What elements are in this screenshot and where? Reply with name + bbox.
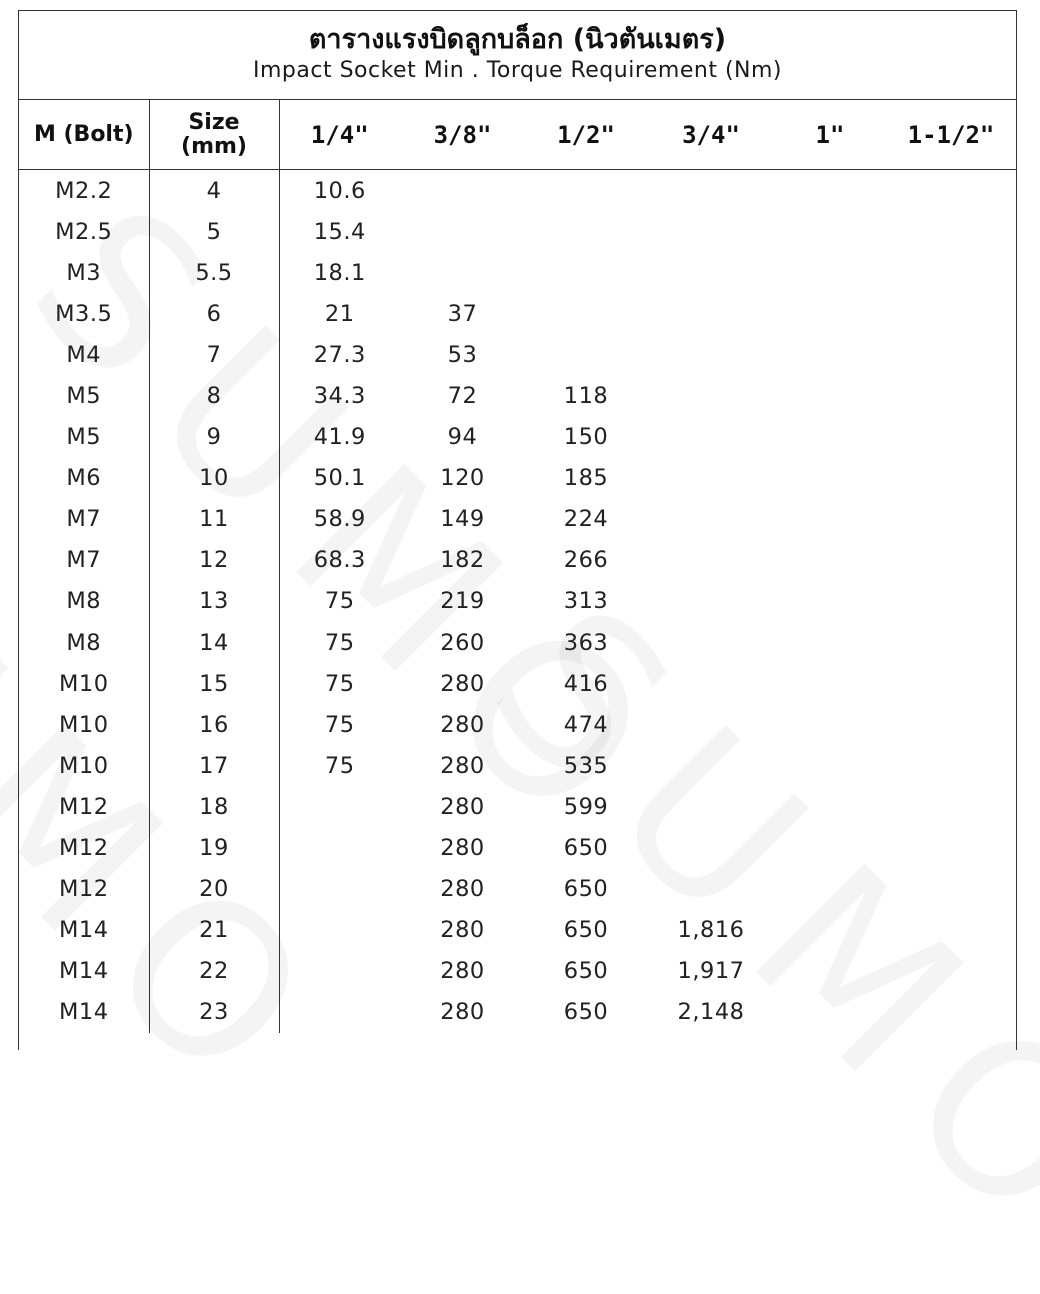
header-size-line2: (mm): [181, 133, 247, 159]
table-row: [19, 252, 1017, 293]
cell-torque-3-8: 120: [440, 465, 485, 492]
cell-torque-1: [775, 581, 885, 622]
cell-torque-1-4: [279, 828, 400, 869]
cell-torque-1-2: [525, 211, 647, 252]
cell-torque-1-2: [525, 170, 647, 212]
cell-torque-1-1-2: [885, 170, 1017, 212]
cell-size: 12: [149, 540, 279, 581]
cell-bolt: M10: [19, 704, 149, 745]
cell-torque-1-4: 75: [324, 629, 355, 656]
cell-size: 16: [149, 704, 279, 745]
cell-torque-1-2: 650: [563, 876, 609, 903]
table-row: [19, 663, 1017, 704]
cell-torque-1-2: 599: [563, 793, 609, 820]
cell-torque-1-4: 68.3: [313, 547, 366, 574]
header-drive-3-4: 3/4": [647, 100, 775, 170]
cell-torque-1-2: 266: [563, 547, 609, 574]
cell-torque-3-8: 53: [447, 341, 478, 368]
cell-size: 19: [149, 828, 279, 869]
cell-bolt: M14: [19, 951, 149, 992]
cell-torque-1-4: 10.6: [313, 177, 366, 204]
cell-torque-3-8: 280: [440, 752, 485, 779]
header-drive-1-4: 1/4": [279, 100, 400, 170]
cell-torque-1-4: [279, 910, 400, 951]
cell-torque-1-2: 650: [563, 999, 609, 1026]
header-size-line1: Size: [188, 109, 240, 135]
table-row: [19, 622, 1017, 663]
cell-torque-1-2: 150: [563, 424, 609, 451]
cell-bolt: M8: [19, 622, 149, 663]
cell-torque-3-8: 219: [440, 588, 485, 615]
cell-torque-1-1-2: [885, 992, 1017, 1033]
cell-size: 21: [149, 910, 279, 951]
cell-torque-1: [775, 170, 885, 212]
cell-size: 23: [149, 992, 279, 1033]
torque-table: [19, 100, 1017, 1033]
cell-torque-1-2: 118: [563, 383, 609, 410]
table-row: [19, 910, 1017, 951]
cell-size: 20: [149, 869, 279, 910]
cell-torque-3-8: 260: [440, 629, 485, 656]
cell-torque-3-4: [647, 211, 775, 252]
cell-torque-3-8: 182: [440, 547, 485, 574]
cell-torque-1-2: 416: [563, 670, 609, 697]
title-thai: ตารางแรงบิดลูกบล็อก (นิวตันเมตร): [308, 24, 727, 55]
cell-torque-3-4: [647, 869, 775, 910]
cell-torque-1-4: 21: [324, 300, 355, 327]
cell-bolt: M14: [19, 992, 149, 1033]
cell-torque-1-2: 313: [563, 588, 609, 615]
table-row: [19, 211, 1017, 252]
cell-torque-1-1-2: [885, 828, 1017, 869]
cell-torque-3-8: 280: [440, 835, 485, 862]
table-row: [19, 869, 1017, 910]
cell-torque-1: [775, 211, 885, 252]
cell-torque-3-8: [400, 252, 525, 293]
cell-torque-3-8: [400, 211, 525, 252]
cell-torque-3-4: 1,816: [677, 917, 745, 944]
cell-torque-1-1-2: [885, 869, 1017, 910]
cell-torque-1-4: 58.9: [313, 506, 366, 533]
cell-torque-3-4: [647, 170, 775, 212]
cell-torque-1-1-2: [885, 375, 1017, 416]
cell-torque-1-4: 75: [324, 752, 355, 779]
cell-torque-3-8: 280: [440, 999, 485, 1026]
cell-torque-1-4: 41.9: [313, 424, 366, 451]
cell-size: 15: [149, 663, 279, 704]
cell-torque-1-2: 650: [563, 917, 609, 944]
cell-torque-1-1-2: [885, 334, 1017, 375]
cell-torque-1: [775, 499, 885, 540]
cell-bolt: M3: [19, 252, 149, 293]
cell-size: 9: [149, 417, 279, 458]
cell-size: 7: [149, 334, 279, 375]
table-row: [19, 951, 1017, 992]
cell-torque-1-2: 474: [563, 711, 609, 738]
header-drive-1-1-2: 1-1/2": [885, 100, 1017, 170]
cell-torque-1: [775, 663, 885, 704]
cell-torque-3-8: 280: [440, 793, 485, 820]
cell-torque-3-4: [647, 252, 775, 293]
cell-torque-3-8: 280: [440, 670, 485, 697]
table-row: [19, 786, 1017, 827]
cell-torque-1-1-2: [885, 417, 1017, 458]
cell-bolt: M10: [19, 663, 149, 704]
cell-torque-3-4: 2,148: [677, 999, 745, 1026]
header-size: [149, 100, 279, 170]
title-english: Impact Socket Min . Torque Requirement (Nm): [252, 58, 782, 83]
cell-size: 11: [149, 499, 279, 540]
cell-torque-3-4: [647, 458, 775, 499]
cell-bolt: M8: [19, 581, 149, 622]
cell-torque-1: [775, 992, 885, 1033]
cell-torque-1-1-2: [885, 252, 1017, 293]
table-body: [19, 170, 1017, 1033]
cell-torque-1-1-2: [885, 951, 1017, 992]
cell-torque-1-4: 34.3: [313, 383, 366, 410]
cell-torque-1-2: 363: [563, 629, 609, 656]
cell-torque-1-1-2: [885, 499, 1017, 540]
cell-size: 17: [149, 745, 279, 786]
cell-torque-3-8: 72: [447, 383, 478, 410]
cell-torque-3-8: 280: [440, 958, 485, 985]
cell-size: 14: [149, 622, 279, 663]
cell-torque-1-2: [525, 334, 647, 375]
cell-torque-1-4: 50.1: [313, 465, 366, 492]
cell-torque-3-8: 37: [447, 300, 478, 327]
cell-torque-3-4: [647, 786, 775, 827]
cell-bolt: M12: [19, 869, 149, 910]
cell-bolt: M3.5: [19, 293, 149, 334]
cell-torque-1-4: [279, 869, 400, 910]
cell-torque-1-1-2: [885, 704, 1017, 745]
cell-torque-1-1-2: [885, 211, 1017, 252]
cell-size: 5: [149, 211, 279, 252]
cell-torque-1-2: 650: [563, 835, 609, 862]
cell-torque-1-4: 18.1: [313, 259, 366, 286]
table-row: [19, 293, 1017, 334]
header-bolt: M (Bolt): [19, 100, 149, 170]
cell-torque-1-1-2: [885, 581, 1017, 622]
cell-torque-1-1-2: [885, 622, 1017, 663]
table-row: [19, 745, 1017, 786]
table-row: [19, 170, 1017, 212]
table-row: [19, 375, 1017, 416]
cell-bolt: M7: [19, 540, 149, 581]
cell-bolt: M2.2: [19, 170, 149, 212]
torque-table-sheet: [18, 10, 1017, 1050]
cell-torque-3-4: [647, 540, 775, 581]
cell-torque-1: [775, 417, 885, 458]
cell-torque-1-4: 27.3: [313, 341, 366, 368]
header-drive-1: 1": [775, 100, 885, 170]
cell-torque-1-4: 15.4: [313, 218, 366, 245]
cell-torque-1-2: 185: [563, 465, 609, 492]
cell-torque-1-4: 75: [324, 670, 355, 697]
cell-torque-1: [775, 910, 885, 951]
cell-torque-1: [775, 334, 885, 375]
cell-torque-3-4: [647, 375, 775, 416]
cell-bolt: M6: [19, 458, 149, 499]
cell-torque-3-4: [647, 704, 775, 745]
cell-bolt: M4: [19, 334, 149, 375]
cell-torque-1-4: [279, 951, 400, 992]
table-row: [19, 828, 1017, 869]
cell-torque-1-4: [279, 992, 400, 1033]
cell-torque-3-8: 280: [440, 876, 485, 903]
cell-bolt: M7: [19, 499, 149, 540]
cell-torque-3-4: [647, 663, 775, 704]
table-row: [19, 499, 1017, 540]
cell-torque-1: [775, 375, 885, 416]
cell-size: 13: [149, 581, 279, 622]
table-row: [19, 417, 1017, 458]
title-block: [19, 11, 1016, 100]
cell-torque-1: [775, 704, 885, 745]
cell-size: 18: [149, 786, 279, 827]
cell-torque-1-2: [525, 252, 647, 293]
cell-torque-1-4: [279, 786, 400, 827]
cell-torque-1: [775, 540, 885, 581]
cell-bolt: M2.5: [19, 211, 149, 252]
cell-torque-1: [775, 293, 885, 334]
header-row: [19, 100, 1017, 170]
cell-torque-3-4: [647, 417, 775, 458]
table-row: [19, 540, 1017, 581]
cell-torque-1: [775, 622, 885, 663]
cell-torque-3-4: [647, 293, 775, 334]
header-drive-1-2: 1/2": [525, 100, 647, 170]
cell-torque-1: [775, 869, 885, 910]
cell-torque-1-2: [525, 293, 647, 334]
table-row: [19, 458, 1017, 499]
cell-torque-1: [775, 951, 885, 992]
cell-torque-3-8: 149: [440, 506, 485, 533]
cell-torque-1-4: 75: [324, 588, 355, 615]
cell-torque-1-4: 75: [324, 711, 355, 738]
cell-torque-1-2: 224: [563, 506, 609, 533]
header-drive-3-8: 3/8": [400, 100, 525, 170]
cell-size: 6: [149, 293, 279, 334]
cell-torque-1: [775, 828, 885, 869]
cell-torque-3-8: 94: [447, 424, 478, 451]
table-row: [19, 992, 1017, 1033]
cell-size: 5.5: [149, 252, 279, 293]
cell-torque-1: [775, 458, 885, 499]
cell-torque-3-4: [647, 499, 775, 540]
cell-torque-1-2: 535: [563, 752, 609, 779]
cell-size: 10: [149, 458, 279, 499]
cell-size: 8: [149, 375, 279, 416]
cell-torque-3-4: [647, 622, 775, 663]
cell-torque-3-8: [400, 170, 525, 212]
cell-torque-3-8: 280: [440, 917, 485, 944]
cell-bolt: M5: [19, 375, 149, 416]
cell-torque-3-8: 280: [440, 711, 485, 738]
cell-torque-1-1-2: [885, 910, 1017, 951]
cell-torque-1-2: 650: [563, 958, 609, 985]
cell-bolt: M5: [19, 417, 149, 458]
cell-bolt: M14: [19, 910, 149, 951]
table-row: [19, 334, 1017, 375]
cell-torque-1-1-2: [885, 786, 1017, 827]
cell-torque-1: [775, 786, 885, 827]
cell-size: 22: [149, 951, 279, 992]
cell-bolt: M12: [19, 786, 149, 827]
cell-torque-3-4: 1,917: [677, 958, 745, 985]
cell-size: 4: [149, 170, 279, 212]
cell-torque-3-4: [647, 334, 775, 375]
cell-bolt: M12: [19, 828, 149, 869]
table-row: [19, 704, 1017, 745]
cell-torque-1: [775, 745, 885, 786]
cell-torque-1-1-2: [885, 540, 1017, 581]
cell-torque-3-4: [647, 745, 775, 786]
cell-torque-1: [775, 252, 885, 293]
cell-torque-1-1-2: [885, 458, 1017, 499]
cell-torque-3-4: [647, 828, 775, 869]
cell-bolt: M10: [19, 745, 149, 786]
cell-torque-1-1-2: [885, 745, 1017, 786]
cell-torque-3-4: [647, 581, 775, 622]
cell-torque-1-1-2: [885, 293, 1017, 334]
table-row: [19, 581, 1017, 622]
cell-torque-1-1-2: [885, 663, 1017, 704]
